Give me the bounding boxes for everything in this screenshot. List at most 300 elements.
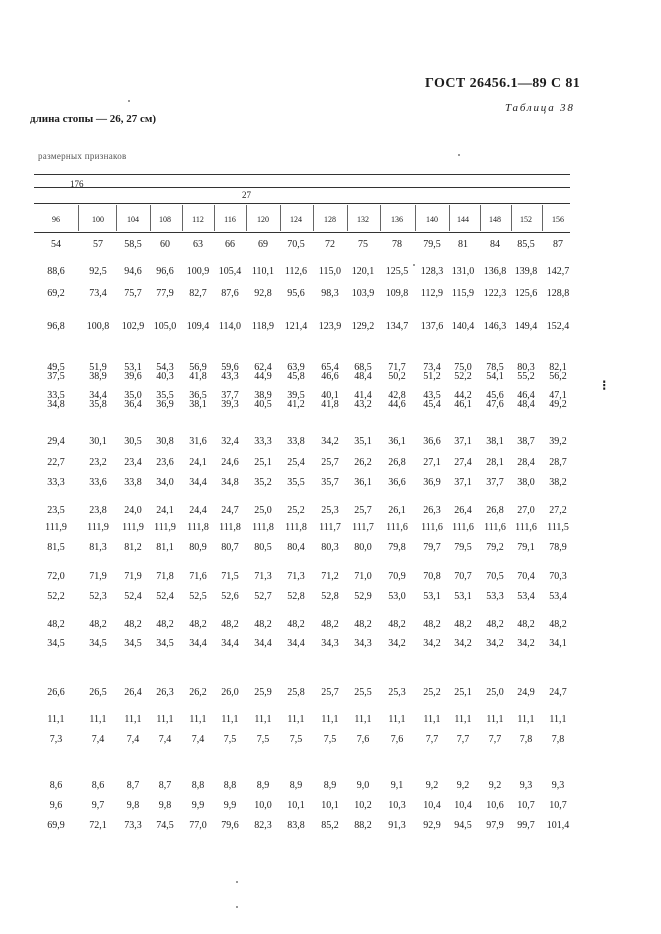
table-cell: 25,9	[254, 687, 272, 698]
column-divider	[380, 205, 381, 231]
table-cell: 50,2	[388, 371, 406, 382]
table-cell: 46,4	[517, 390, 535, 401]
table-cell: 25,3	[388, 687, 406, 698]
table-cell: 36,6	[423, 436, 441, 447]
table-cell: 87,6	[221, 288, 239, 299]
table-cell: 72,1	[89, 820, 107, 831]
table-cell: 24,9	[517, 687, 535, 698]
table-cell: 100,9	[186, 266, 210, 277]
table-cell: 56,9	[189, 362, 207, 373]
table-cell: 73,4	[423, 362, 441, 373]
table-cell: 28,4	[517, 457, 535, 468]
table-cell: 24,0	[124, 505, 142, 516]
table-cell: 53,1	[423, 591, 441, 602]
table-cell: 88,6	[47, 266, 65, 277]
column-divider	[280, 205, 281, 231]
table-cell: 71,9	[89, 571, 107, 582]
table-cell: 79,7	[423, 542, 441, 553]
table-cell: 26,4	[454, 505, 472, 516]
table-cell: 102,9	[121, 321, 145, 332]
table-cell: 10,1	[321, 800, 339, 811]
table-cell: 95,6	[287, 288, 305, 299]
table-cell: 37,1	[454, 436, 472, 447]
table-cell: 7,4	[126, 734, 140, 745]
table-cell: 35,8	[89, 399, 107, 410]
table-cell: 80,4	[287, 542, 305, 553]
table-cell: 26,1	[388, 505, 406, 516]
column-header: 120	[257, 215, 269, 224]
table-cell: 78	[392, 239, 402, 250]
table-cell: 26,3	[423, 505, 441, 516]
table-cell: 34,2	[423, 638, 441, 649]
table-cell: 92,5	[89, 266, 107, 277]
table-cell: 28,1	[486, 457, 504, 468]
table-cell: 45,8	[287, 371, 305, 382]
table-cell: 112,6	[284, 266, 308, 277]
table-cell: 84	[490, 239, 500, 250]
group-label-foot: 27	[242, 190, 251, 200]
table-cell: 43,3	[221, 371, 239, 382]
speck	[128, 100, 130, 102]
table-cell: 23,4	[124, 457, 142, 468]
table-cell: 131,0	[451, 266, 475, 277]
table-cell: 38,1	[189, 399, 207, 410]
table-cell: 53,0	[388, 591, 406, 602]
table-cell: 9,3	[551, 780, 565, 791]
table-cell: 48,2	[321, 619, 339, 630]
column-divider	[415, 205, 416, 231]
table-cell: 41,2	[287, 399, 305, 410]
table-cell: 75,7	[124, 288, 142, 299]
table-cell: 39,2	[549, 436, 567, 447]
table-cell: 34,3	[321, 638, 339, 649]
table-cell: 91,3	[388, 820, 406, 831]
table-cell: 25,7	[321, 457, 339, 468]
table-cell: 11,1	[47, 714, 65, 725]
table-cell: 40,3	[156, 371, 174, 382]
table-cell: 34,1	[549, 638, 567, 649]
table-cell: 8,6	[91, 780, 105, 791]
table-cell: 65,4	[321, 362, 339, 373]
table-cell: 26,5	[89, 687, 107, 698]
table-cell: 8,7	[126, 780, 140, 791]
column-header: 96	[52, 215, 60, 224]
table-cell: 49,5	[47, 362, 65, 373]
column-divider	[480, 205, 481, 231]
table-cell: 100,8	[86, 321, 110, 332]
table-cell: 111,6	[452, 522, 474, 533]
table-caption: размерных признаков	[38, 151, 127, 161]
table-cell: 26,4	[124, 687, 142, 698]
table-cell: 35,5	[287, 477, 305, 488]
table-cell: 9,2	[488, 780, 502, 791]
table-cell: 68,5	[354, 362, 372, 373]
column-divider	[347, 205, 348, 231]
table-cell: 34,2	[454, 638, 472, 649]
table-cell: 54	[51, 239, 61, 250]
table-cell: 52,5	[189, 591, 207, 602]
table-cell: 26,6	[47, 687, 65, 698]
table-cell: 7,5	[256, 734, 270, 745]
table-cell: 10,7	[549, 800, 567, 811]
table-cell: 111,9	[87, 522, 109, 533]
table-cell: 80,3	[321, 542, 339, 553]
margin-mark: ⁝	[602, 379, 607, 394]
table-cell: 53,4	[549, 591, 567, 602]
table-cell: 23,2	[89, 457, 107, 468]
table-cell: 88,2	[354, 820, 372, 831]
table-cell: 96,6	[156, 266, 174, 277]
table-cell: 37,5	[47, 371, 65, 382]
table-cell: 98,3	[321, 288, 339, 299]
table-cell: 81,5	[47, 542, 65, 553]
table-cell: 25,5	[354, 687, 372, 698]
table-cell: 48,2	[388, 619, 406, 630]
table-cell: 25,1	[254, 457, 272, 468]
page-header-title: ГОСТ 26456.1—89 С 81	[425, 76, 581, 91]
table-cell: 36,9	[423, 477, 441, 488]
table-cell: 39,3	[221, 399, 239, 410]
table-cell: 23,5	[47, 505, 65, 516]
table-cell: 39,5	[287, 390, 305, 401]
table-cell: 69	[258, 239, 268, 250]
table-cell: 48,2	[156, 619, 174, 630]
table-cell: 11,1	[321, 714, 339, 725]
table-cell: 38,2	[549, 477, 567, 488]
table-cell: 10,1	[287, 800, 305, 811]
table-cell: 29,4	[47, 436, 65, 447]
table-cell: 33,8	[287, 436, 305, 447]
table-cell: 7,5	[323, 734, 337, 745]
table-cell: 52,9	[354, 591, 372, 602]
table-cell: 45,6	[486, 390, 504, 401]
table-cell: 58,5	[124, 239, 142, 250]
table-cell: 8,6	[49, 780, 63, 791]
table-number-label: Таблица 38	[505, 102, 575, 114]
table-cell: 11,1	[189, 714, 207, 725]
table-cell: 42,8	[388, 390, 406, 401]
table-cell: 8,9	[256, 780, 270, 791]
table-cell: 75	[358, 239, 368, 250]
table-cell: 11,1	[89, 714, 107, 725]
table-cell: 109,8	[385, 288, 409, 299]
table-cell: 71,3	[287, 571, 305, 582]
table-cell: 36,6	[388, 477, 406, 488]
table-cell: 7,3	[49, 734, 63, 745]
table-cell: 111,7	[352, 522, 374, 533]
table-cell: 36,1	[354, 477, 372, 488]
table-cell: 34,2	[486, 638, 504, 649]
table-cell: 70,3	[549, 571, 567, 582]
table-cell: 25,7	[321, 687, 339, 698]
table-cell: 82,3	[254, 820, 272, 831]
table-cell: 51,2	[423, 371, 441, 382]
table-cell: 24,7	[549, 687, 567, 698]
table-cell: 52,8	[321, 591, 339, 602]
table-cell: 11,1	[354, 714, 372, 725]
table-cell: 47,1	[549, 390, 567, 401]
table-cell: 11,1	[388, 714, 406, 725]
table-cell: 8,8	[223, 780, 237, 791]
table-cell: 85,2	[321, 820, 339, 831]
column-header: 156	[552, 215, 564, 224]
table-cell: 34,4	[189, 638, 207, 649]
table-cell: 36,4	[124, 399, 142, 410]
table-cell: 79,5	[454, 542, 472, 553]
table-cell: 69,2	[47, 288, 65, 299]
table-cell: 105,4	[218, 266, 242, 277]
table-cell: 111,6	[484, 522, 506, 533]
table-cell: 10,6	[486, 800, 504, 811]
table-cell: 103,9	[351, 288, 375, 299]
table-cell: 10,3	[388, 800, 406, 811]
table-cell: 56,2	[549, 371, 567, 382]
table-cell: 62,4	[254, 362, 272, 373]
table-cell: 10,4	[454, 800, 472, 811]
table-cell: 142,7	[546, 266, 570, 277]
table-cell: 128,8	[546, 288, 570, 299]
table-cell: 11,1	[254, 714, 272, 725]
table-cell: 134,7	[385, 321, 409, 332]
table-cell: 70,5	[486, 571, 504, 582]
table-cell: 34,4	[254, 638, 272, 649]
table-cell: 38,9	[89, 371, 107, 382]
table-cell: 92,9	[423, 820, 441, 831]
table-cell: 74,5	[156, 820, 174, 831]
table-cell: 40,5	[254, 399, 272, 410]
table-cell: 37,1	[454, 477, 472, 488]
table-cell: 125,5	[385, 266, 409, 277]
table-cell: 34,4	[287, 638, 305, 649]
table-cell: 32,4	[221, 436, 239, 447]
table-cell: 34,4	[89, 390, 107, 401]
column-divider	[78, 205, 79, 231]
column-header: 108	[159, 215, 171, 224]
table-cell: 111,6	[386, 522, 408, 533]
table-cell: 114,0	[218, 321, 242, 332]
table-cell: 46,1	[454, 399, 472, 410]
speck	[413, 264, 415, 266]
table-cell: 26,0	[221, 687, 239, 698]
table-cell: 44,2	[454, 390, 472, 401]
table-cell: 43,2	[354, 399, 372, 410]
table-cell: 34,5	[47, 638, 65, 649]
table-cell: 45,4	[423, 399, 441, 410]
table-cell: 71,0	[354, 571, 372, 582]
table-cell: 9,8	[158, 800, 172, 811]
table-cell: 27,0	[517, 505, 535, 516]
table-cell: 27,1	[423, 457, 441, 468]
table-cell: 63,9	[287, 362, 305, 373]
table-cell: 26,8	[486, 505, 504, 516]
table-cell: 43,5	[423, 390, 441, 401]
table-cell: 34,2	[388, 638, 406, 649]
table-cell: 34,5	[124, 638, 142, 649]
table-cell: 73,4	[89, 288, 107, 299]
table-cell: 120,1	[351, 266, 375, 277]
table-cell: 36,5	[189, 390, 207, 401]
column-header: 100	[92, 215, 104, 224]
table-cell: 75,0	[454, 362, 472, 373]
table-cell: 94,6	[124, 266, 142, 277]
table-cell: 8,8	[191, 780, 205, 791]
table-cell: 27,2	[549, 505, 567, 516]
table-cell: 35,1	[354, 436, 372, 447]
column-header: 140	[426, 215, 438, 224]
table-cell: 77,0	[189, 820, 207, 831]
table-cell: 80,3	[517, 362, 535, 373]
table-cell: 140,4	[451, 321, 475, 332]
table-cell: 71,7	[388, 362, 406, 373]
table-cell: 9,2	[456, 780, 470, 791]
table-cell: 146,3	[483, 321, 507, 332]
table-cell: 80,7	[221, 542, 239, 553]
column-header: 144	[457, 215, 469, 224]
table-cell: 7,7	[456, 734, 470, 745]
table-cell: 71,8	[156, 571, 174, 582]
table-cell: 77,9	[156, 288, 174, 299]
table-cell: 9,0	[356, 780, 370, 791]
table-cell: 109,4	[186, 321, 210, 332]
table-cell: 8,9	[289, 780, 303, 791]
table-cell: 60	[160, 239, 170, 250]
rule-body	[34, 232, 570, 233]
table-cell: 115,0	[318, 266, 342, 277]
column-divider	[542, 205, 543, 231]
table-cell: 128,3	[420, 266, 444, 277]
table-cell: 71,6	[189, 571, 207, 582]
table-cell: 111,5	[547, 522, 569, 533]
table-cell: 111,9	[154, 522, 176, 533]
column-divider	[116, 205, 117, 231]
table-cell: 9,3	[519, 780, 533, 791]
table-cell: 34,2	[321, 436, 339, 447]
table-cell: 70,5	[287, 239, 305, 250]
table-cell: 112,9	[420, 288, 444, 299]
table-cell: 44,6	[388, 399, 406, 410]
table-cell: 111,6	[515, 522, 537, 533]
table-cell: 9,9	[191, 800, 205, 811]
table-cell: 38,9	[254, 390, 272, 401]
table-cell: 35,2	[254, 477, 272, 488]
table-cell: 48,2	[221, 619, 239, 630]
table-cell: 33,6	[89, 477, 107, 488]
table-cell: 49,2	[549, 399, 567, 410]
column-divider	[246, 205, 247, 231]
table-cell: 10,4	[423, 800, 441, 811]
table-cell: 34,8	[221, 477, 239, 488]
table-cell: 52,4	[156, 591, 174, 602]
table-cell: 28,7	[549, 457, 567, 468]
rule-group	[34, 187, 570, 188]
table-cell: 111,8	[252, 522, 274, 533]
table-cell: 53,1	[454, 591, 472, 602]
table-cell: 79,2	[486, 542, 504, 553]
table-cell: 39,6	[124, 371, 142, 382]
table-cell: 79,5	[423, 239, 441, 250]
table-cell: 123,9	[318, 321, 342, 332]
table-cell: 129,2	[351, 321, 375, 332]
table-cell: 11,1	[454, 714, 472, 725]
table-cell: 48,4	[517, 399, 535, 410]
table-cell: 33,8	[124, 477, 142, 488]
table-cell: 11,1	[486, 714, 504, 725]
table-cell: 121,4	[284, 321, 308, 332]
column-header: 116	[224, 215, 236, 224]
table-cell: 136,8	[483, 266, 507, 277]
table-cell: 52,4	[124, 591, 142, 602]
column-header: 136	[391, 215, 403, 224]
table-cell: 33,3	[47, 477, 65, 488]
column-header: 152	[520, 215, 532, 224]
table-cell: 41,8	[321, 399, 339, 410]
table-cell: 111,8	[219, 522, 241, 533]
table-cell: 7,6	[356, 734, 370, 745]
table-cell: 83,8	[287, 820, 305, 831]
table-cell: 48,2	[287, 619, 305, 630]
table-cell: 66	[225, 239, 235, 250]
column-header: 104	[127, 215, 139, 224]
table-cell: 118,9	[251, 321, 275, 332]
table-cell: 85,5	[517, 239, 535, 250]
rule-top	[34, 174, 570, 175]
table-cell: 73,3	[124, 820, 142, 831]
table-cell: 51,9	[89, 362, 107, 373]
table-cell: 70,4	[517, 571, 535, 582]
table-cell: 25,0	[486, 687, 504, 698]
table-cell: 35,5	[156, 390, 174, 401]
table-cell: 10,7	[517, 800, 535, 811]
table-cell: 101,4	[546, 820, 570, 831]
table-cell: 52,6	[221, 591, 239, 602]
table-cell: 44,9	[254, 371, 272, 382]
table-cell: 81,1	[156, 542, 174, 553]
table-cell: 22,7	[47, 457, 65, 468]
table-cell: 48,2	[254, 619, 272, 630]
table-cell: 48,2	[454, 619, 472, 630]
table-cell: 80,5	[254, 542, 272, 553]
column-header: 148	[489, 215, 501, 224]
table-cell: 23,6	[156, 457, 174, 468]
table-cell: 26,8	[388, 457, 406, 468]
table-cell: 139,8	[514, 266, 538, 277]
table-cell: 30,8	[156, 436, 174, 447]
table-cell: 35,7	[321, 477, 339, 488]
table-cell: 87	[553, 239, 563, 250]
table-cell: 122,3	[483, 288, 507, 299]
table-cell: 115,9	[451, 288, 475, 299]
table-cell: 111,8	[187, 522, 209, 533]
table-cell: 80,9	[189, 542, 207, 553]
table-cell: 79,1	[517, 542, 535, 553]
column-divider	[214, 205, 215, 231]
table-cell: 71,5	[221, 571, 239, 582]
table-cell: 34,4	[189, 477, 207, 488]
table-cell: 71,9	[124, 571, 142, 582]
table-cell: 70,9	[388, 571, 406, 582]
table-cell: 37,7	[221, 390, 239, 401]
table-cell: 8,7	[158, 780, 172, 791]
table-cell: 34,4	[221, 638, 239, 649]
table-cell: 52,8	[287, 591, 305, 602]
column-divider	[449, 205, 450, 231]
table-cell: 52,3	[89, 591, 107, 602]
table-cell: 111,9	[122, 522, 144, 533]
table-cell: 11,1	[423, 714, 441, 725]
table-cell: 7,4	[158, 734, 172, 745]
table-cell: 10,2	[354, 800, 372, 811]
table-cell: 9,8	[126, 800, 140, 811]
